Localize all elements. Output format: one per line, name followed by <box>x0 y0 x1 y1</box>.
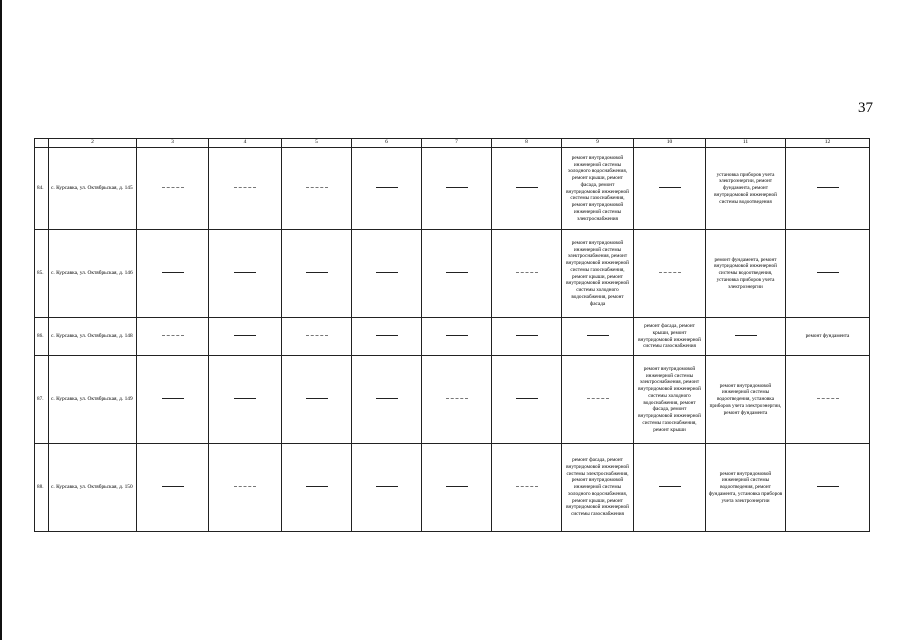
cell-empty-dash <box>492 230 562 318</box>
cell-works: ремонт внутридомовой инженерной системы электроснабжения, ремонт внутридомовой инженерной системы газоснабжения, ремонт крыши, ремонт внутридомовой инженерной системы холодного водоснабжения, ремонт фасада <box>562 230 634 318</box>
column-header: 10 <box>634 139 706 148</box>
cell-empty-dash <box>282 444 352 532</box>
cell-empty-dash <box>137 356 209 444</box>
column-header: 11 <box>706 139 786 148</box>
cell-empty-dash <box>492 444 562 532</box>
dash-mark <box>817 272 839 273</box>
row-address: с. Курсавка, ул. Октябрьская, д. 145 <box>49 148 137 230</box>
column-header: 5 <box>282 139 352 148</box>
cell-empty-dash <box>137 444 209 532</box>
dash-mark <box>659 486 681 487</box>
column-header: 2 <box>49 139 137 148</box>
column-header: 3 <box>137 139 209 148</box>
dash-mark <box>306 486 328 487</box>
cell-works: ремонт фундамента, ремонт внутридомовой инженерной системы водоотведения, установка приборов учета электроэнергии <box>706 230 786 318</box>
cell-empty-dash <box>634 148 706 230</box>
row-number: 84. <box>35 148 49 230</box>
dash-mark <box>516 335 538 336</box>
cell-empty-dash <box>137 318 209 356</box>
dash-mark <box>587 335 609 336</box>
cell-empty-dash <box>209 318 282 356</box>
dash-mark <box>516 272 538 273</box>
cell-empty-dash <box>786 356 870 444</box>
cell-works: установка приборов учета электроэнергии, ремонт фундамента, ремонт внутридомовой инженерной системы водоотведения <box>706 148 786 230</box>
cell-empty-dash <box>209 230 282 318</box>
dash-mark <box>234 486 256 487</box>
dash-mark <box>817 398 839 399</box>
cell-works: ремонт фасада, ремонт крыши, ремонт внутридомовой инженерной системы газоснабжения <box>634 318 706 356</box>
cell-empty-dash <box>352 230 422 318</box>
dash-mark <box>735 335 757 336</box>
cell-works: ремонт фундамента <box>786 318 870 356</box>
cell-empty-dash <box>422 356 492 444</box>
cell-empty-dash <box>422 148 492 230</box>
column-header: 4 <box>209 139 282 148</box>
page-number: 37 <box>858 100 873 116</box>
dash-mark <box>516 398 538 399</box>
cell-empty-dash <box>352 148 422 230</box>
cell-works: ремонт внутридомовой инженерной системы водоотведения, ремонт фундамента, установка приборов учета электроэнергии <box>706 444 786 532</box>
cell-empty-dash <box>209 148 282 230</box>
column-header <box>35 139 49 148</box>
column-header: 6 <box>352 139 422 148</box>
cell-empty-dash <box>209 444 282 532</box>
repair-schedule-table <box>34 138 870 532</box>
dash-mark <box>817 187 839 188</box>
row-number: 85. <box>35 230 49 318</box>
column-header: 7 <box>422 139 492 148</box>
row-address: с. Курсавка, ул. Октябрьская, д. 149 <box>49 356 137 444</box>
dash-mark <box>659 187 681 188</box>
cell-empty-dash <box>706 318 786 356</box>
cell-empty-dash <box>786 230 870 318</box>
cell-empty-dash <box>634 230 706 318</box>
dash-mark <box>376 398 398 399</box>
dash-mark <box>376 486 398 487</box>
dash-mark <box>162 398 184 399</box>
row-number: 88. <box>35 444 49 532</box>
dash-mark <box>376 335 398 336</box>
dash-mark <box>587 398 609 399</box>
cell-empty-dash <box>282 318 352 356</box>
dash-mark <box>446 398 468 399</box>
dash-mark <box>234 187 256 188</box>
row-address: с. Курсавка, ул. Октябрьская, д. 148 <box>49 318 137 356</box>
dash-mark <box>234 272 256 273</box>
dash-mark <box>234 335 256 336</box>
cell-empty-dash <box>786 444 870 532</box>
table-header-row <box>35 139 870 148</box>
cell-works: ремонт фасада, ремонт внутридомовой инженерной системы электроснабжения, ремонт внутридомовой инженерной системы холодного водоснабжения, ремонт крыши, ремонт внутридомовой инженерной системы газоснабжения <box>562 444 634 532</box>
page-left-edge <box>0 0 2 640</box>
dash-mark <box>306 272 328 273</box>
cell-empty-dash <box>352 356 422 444</box>
dash-mark <box>306 398 328 399</box>
cell-empty-dash <box>492 318 562 356</box>
dash-mark <box>376 272 398 273</box>
cell-empty-dash <box>137 148 209 230</box>
cell-empty-dash <box>422 318 492 356</box>
cell-empty-dash <box>422 230 492 318</box>
dash-mark <box>817 486 839 487</box>
cell-empty-dash <box>137 230 209 318</box>
dash-mark <box>516 187 538 188</box>
dash-mark <box>446 187 468 188</box>
cell-empty-dash <box>282 148 352 230</box>
cell-empty-dash <box>422 444 492 532</box>
cell-works: ремонт внутридомовой инженерной системы водоотведения, установка приборов учета электроэнергии, ремонт фундамента <box>706 356 786 444</box>
dash-mark <box>162 335 184 336</box>
cell-works: ремонт внутридомовой инженерной системы холодного водоснабжения, ремонт крыши, ремонт фасада, ремонт внутридомовой инженерной системы газоснабжения, ремонт внутридомовой инженерной системы электроснабжения <box>562 148 634 230</box>
cell-empty-dash <box>282 230 352 318</box>
table-row <box>35 148 870 230</box>
dash-mark <box>162 272 184 273</box>
dash-mark <box>162 486 184 487</box>
dash-mark <box>659 272 681 273</box>
dash-mark <box>306 187 328 188</box>
cell-empty-dash <box>352 444 422 532</box>
dash-mark <box>234 398 256 399</box>
row-number: 87. <box>35 356 49 444</box>
cell-empty-dash <box>562 318 634 356</box>
cell-empty-dash <box>282 356 352 444</box>
dash-mark <box>516 486 538 487</box>
column-header: 8 <box>492 139 562 148</box>
table-row <box>35 230 870 318</box>
cell-empty-dash <box>352 318 422 356</box>
cell-empty-dash <box>209 356 282 444</box>
dash-mark <box>446 335 468 336</box>
column-header: 12 <box>786 139 870 148</box>
table-row <box>35 356 870 444</box>
dash-mark <box>306 335 328 336</box>
cell-empty-dash <box>634 444 706 532</box>
dash-mark <box>446 272 468 273</box>
dash-mark <box>162 187 184 188</box>
row-number: 86. <box>35 318 49 356</box>
cell-empty-dash <box>492 356 562 444</box>
dash-mark <box>446 486 468 487</box>
row-address: с. Курсавка, ул. Октябрьская, д. 146 <box>49 230 137 318</box>
dash-mark <box>376 187 398 188</box>
cell-empty-dash <box>562 356 634 444</box>
table-row <box>35 444 870 532</box>
cell-works: ремонт внутридомовой инженерной системы электроснабжения, ремонт внутридомовой инженерной системы холодного водоснабжения, ремонт фасада, ремонт внутридомовой инженерной системы газоснабжения, ремонт крыши <box>634 356 706 444</box>
table-row <box>35 318 870 356</box>
column-header: 9 <box>562 139 634 148</box>
row-address: с. Курсавка, ул. Октябрьская, д. 150 <box>49 444 137 532</box>
cell-empty-dash <box>786 148 870 230</box>
cell-empty-dash <box>492 148 562 230</box>
